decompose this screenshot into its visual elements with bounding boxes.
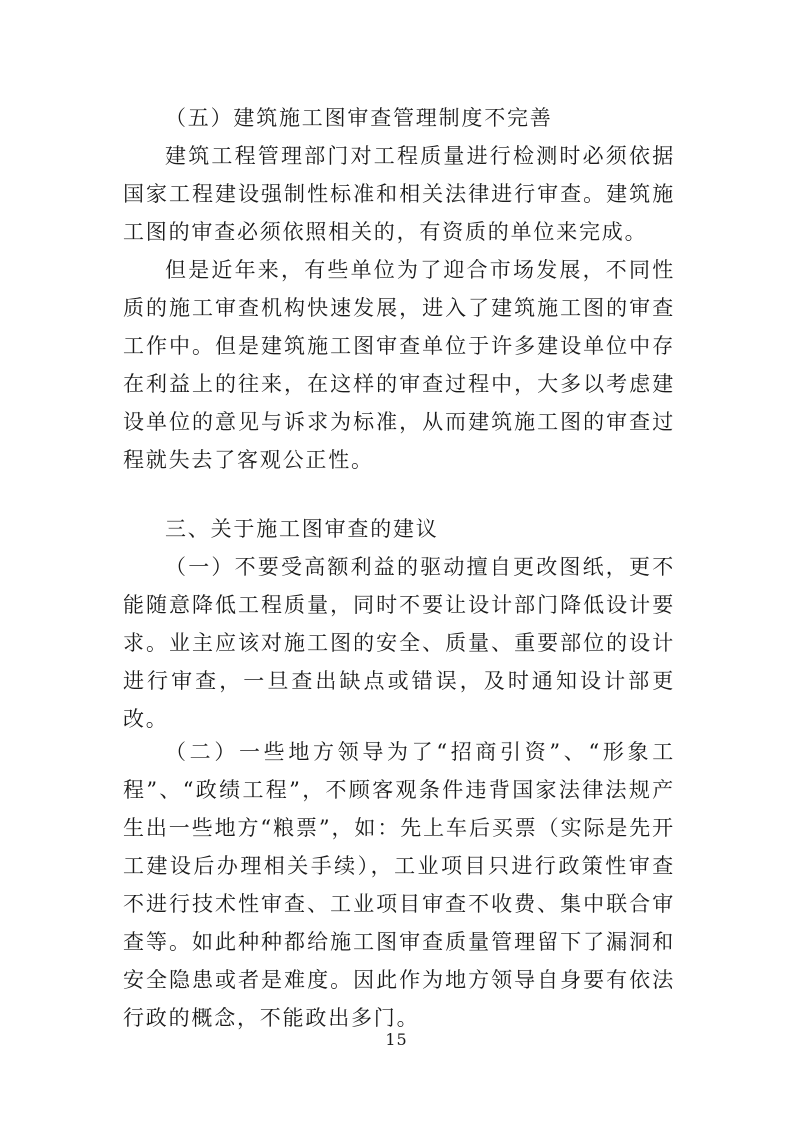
section-3-block-2 — [123, 733, 675, 1037]
section-3-block — [123, 510, 675, 738]
section-5-paragraph-1: 建筑工程管理部门对工程质量进行检测时必须依据国家工程建设强制性标准和相关法律进行审查。建筑施工图的审查必须依照相关的，有资质的单位来完成。 — [123, 144, 675, 244]
section-5-heading: （五）建筑施工图审查管理制度不完善 — [165, 106, 553, 130]
page-number: 15 — [385, 1030, 408, 1049]
section-3-paragraph-2: （二）一些地方领导为了“招商引资”、“形象工程”、“政绩工程”，不顾客观条件违背国家法律法规产生出一些地方“粮票”，如：先上车后买票（实际是先开工建设后办理相关手续），工业项目只进行政策性审查不进行技术性审查、工业项目审查不收费、集中联合审查等。如此种种都给施工图审查质量管理留下了漏洞和安全隐患或者是难度。因此作为地方领导自身要有依法行政的概念，不能政出多门。 — [123, 740, 675, 1030]
section-3-paragraph-1: （一）不要受高额利益的驱动擅自更改图纸，更不能随意降低工程质量，同时不要让设计部门降低设计要求。业主应该对施工图的安全、质量、重要部位的设计进行审查，一旦查出缺点或错误，及时通知设计部更改。 — [123, 555, 675, 731]
section-5-block — [123, 99, 675, 479]
section-5-paragraph-2: 但是近年来，有些单位为了迎合市场发展，不同性质的施工审查机构快速发展，进入了建筑施工图的审查工作中。但是建筑施工图审查单位于许多建设单位中存在利益上的往来，在这样的审查过程中，大多以考虑建设单位的意见与诉求为标准，从而建筑施工图的审查过程就失去了客观公正性。 — [123, 258, 675, 472]
section-3-heading: 三、关于施工图审查的建议 — [165, 517, 439, 541]
